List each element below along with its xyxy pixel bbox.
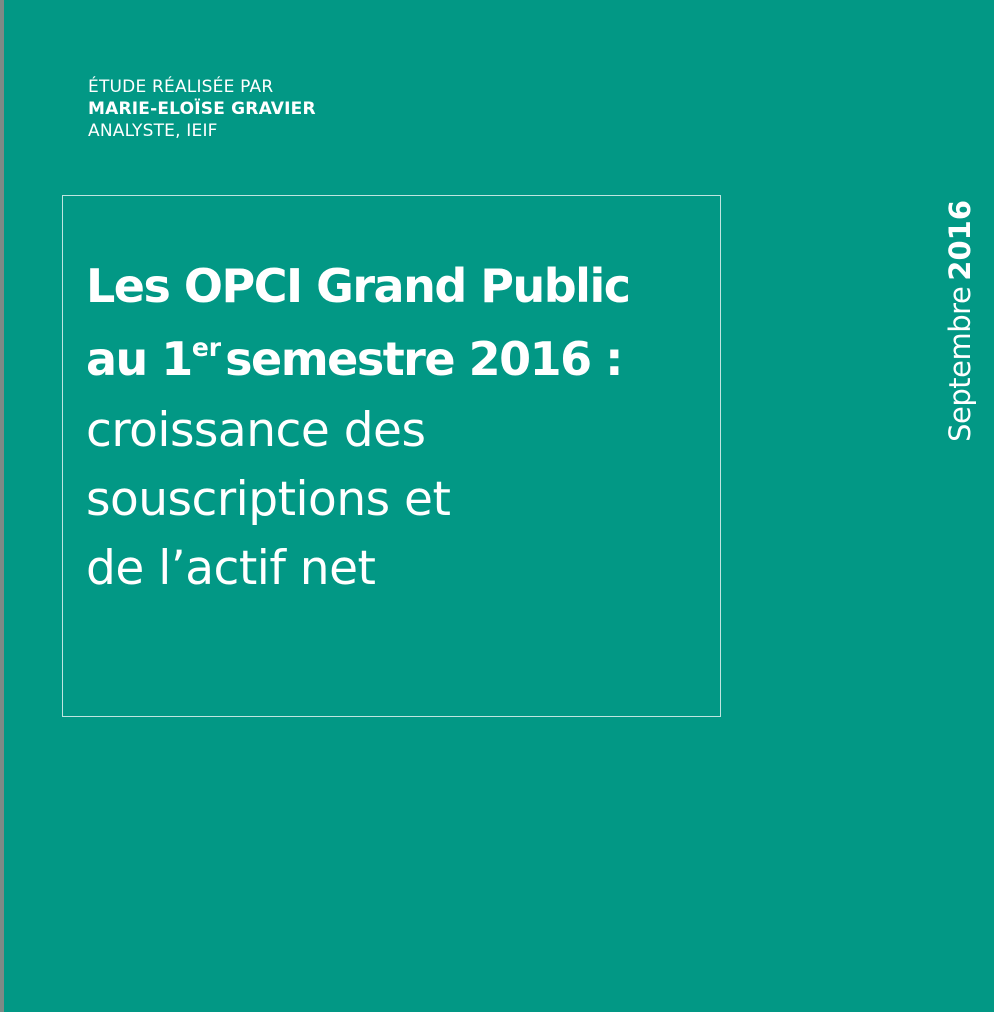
title-line-2-prefix: au 1 [86,332,192,386]
credits-block [88,76,316,142]
subtitle-line-1: croissance des [86,403,426,458]
title-line-1: Les OPCI Grand Public [86,259,630,313]
subtitle-line-3: de l’actif net [86,541,376,596]
credits-intro: ÉTUDE RÉALISÉE PAR [88,77,274,97]
author-role: ANALYSTE, IEIF [88,121,218,141]
title-ordinal-suffix: er [191,333,222,362]
title-line-2 [86,323,629,396]
subtitle-line-2: souscriptions et [86,472,451,527]
author-name: MARIE-ELOÏSE GRAVIER [88,99,316,119]
document-title [86,250,629,603]
page-edge [0,0,4,1012]
publication-date [940,200,980,460]
title-line-2-suffix: semestre 2016 : [225,332,623,386]
publication-year: 2016 [943,200,977,281]
publication-month: Septembre [943,286,977,442]
